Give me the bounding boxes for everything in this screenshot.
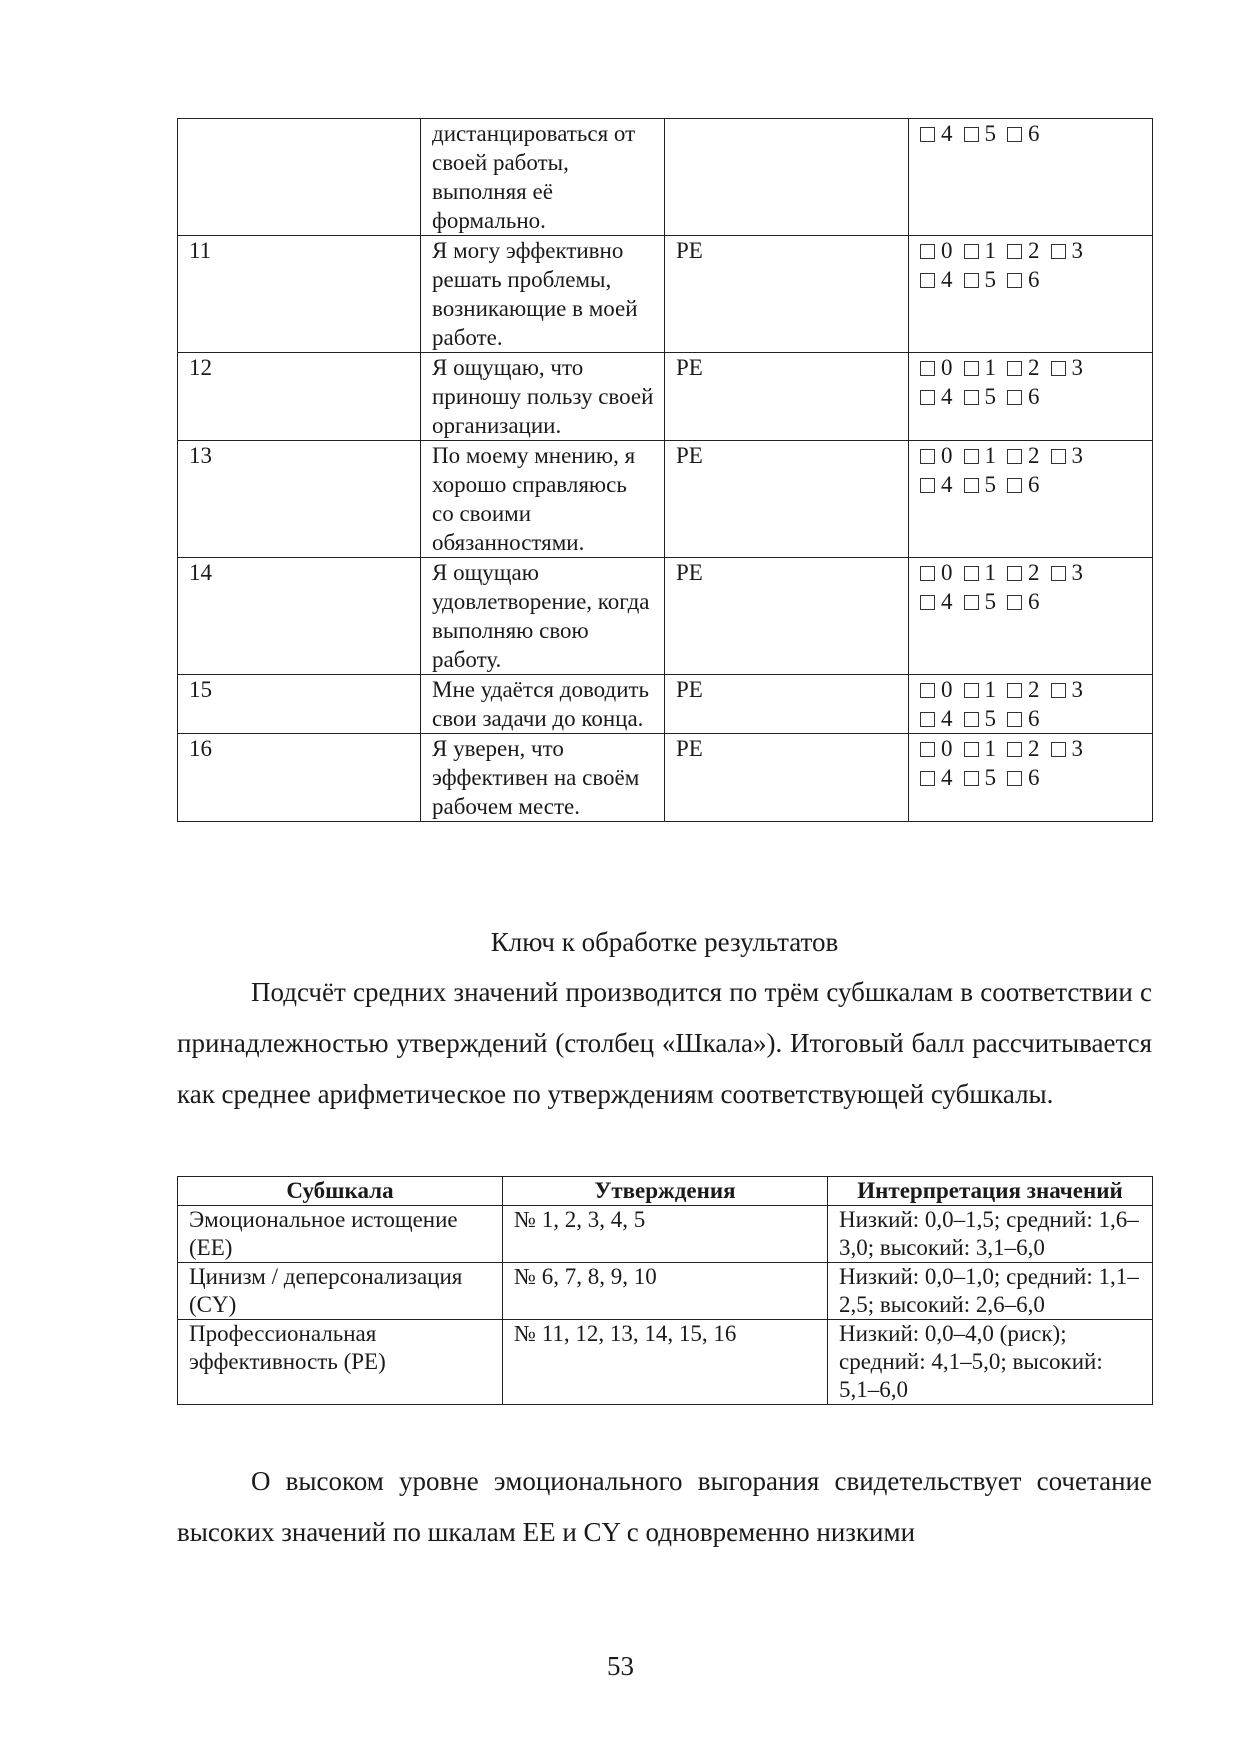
item-number-cell: 16 [178, 734, 421, 822]
header-subscale: Субшкала [178, 1177, 503, 1206]
item-number-cell: 12 [178, 353, 421, 441]
answer-options-cell [909, 441, 1153, 558]
checkbox[interactable] [920, 712, 935, 727]
scale-cell: PE [665, 236, 909, 353]
answer-option[interactable] [1007, 704, 1040, 733]
checkbox[interactable] [964, 244, 979, 259]
item-number-cell: 14 [178, 558, 421, 675]
option-label: 3 [1071, 355, 1083, 380]
table-row [178, 1263, 1153, 1320]
scale-cell: PE [665, 734, 909, 822]
answer-option[interactable] [920, 441, 953, 470]
statements-cell: № 11, 12, 13, 14, 15, 16 [503, 1320, 828, 1405]
answer-options-cell [909, 119, 1153, 236]
option-label: 0 [941, 355, 953, 380]
table-row [178, 1320, 1153, 1405]
answer-option[interactable] [920, 675, 953, 704]
answer-options-cell [909, 675, 1153, 734]
option-label: 5 [984, 121, 996, 146]
table-row [178, 1206, 1153, 1263]
checkbox[interactable] [1051, 742, 1066, 757]
answer-option[interactable] [964, 558, 997, 587]
option-label: 3 [1071, 560, 1083, 585]
checkbox[interactable] [1007, 478, 1022, 493]
option-label: 6 [1028, 765, 1040, 790]
answer-option[interactable] [1007, 763, 1040, 792]
checkbox[interactable] [1007, 566, 1022, 581]
answer-option[interactable] [964, 675, 997, 704]
answer-option[interactable] [1051, 353, 1084, 382]
answer-option[interactable] [920, 265, 953, 294]
checkbox[interactable] [1007, 683, 1022, 698]
page-number: 53 [607, 1651, 634, 1681]
answer-option[interactable] [964, 119, 997, 148]
statements-cell: № 6, 7, 8, 9, 10 [503, 1263, 828, 1320]
table-row [178, 558, 1153, 675]
answer-option[interactable] [964, 763, 997, 792]
checkbox[interactable] [964, 478, 979, 493]
checkbox[interactable] [920, 478, 935, 493]
option-label: 6 [1028, 472, 1040, 497]
option-label: 0 [941, 560, 953, 585]
answer-option[interactable] [1007, 470, 1040, 499]
answer-option[interactable] [1007, 441, 1040, 470]
option-label: 2 [1028, 238, 1040, 263]
checkbox[interactable] [1051, 361, 1066, 376]
option-label: 6 [1028, 706, 1040, 731]
table-row [178, 734, 1153, 822]
checkbox[interactable] [1007, 712, 1022, 727]
answer-options-line [920, 265, 1142, 294]
option-label: 5 [984, 706, 996, 731]
answer-options-line [920, 558, 1142, 587]
item-number-cell: 15 [178, 675, 421, 734]
answer-option[interactable] [1007, 587, 1040, 616]
answer-options-line [920, 382, 1142, 411]
checkbox[interactable] [964, 390, 979, 405]
answer-options-line [920, 675, 1142, 704]
subscale-cell: Профессиональная эффективность (PE) [178, 1320, 503, 1405]
scale-cell: PE [665, 558, 909, 675]
checkbox[interactable] [1007, 127, 1022, 142]
option-label: 1 [984, 560, 996, 585]
scale-cell: PE [665, 675, 909, 734]
option-label: 4 [941, 472, 953, 497]
checkbox[interactable] [1007, 390, 1022, 405]
checkbox[interactable] [1007, 771, 1022, 786]
checkbox[interactable] [1007, 361, 1022, 376]
answer-options-line [920, 353, 1142, 382]
scale-cell [665, 119, 909, 236]
answer-option[interactable] [1007, 558, 1040, 587]
checkbox[interactable] [964, 566, 979, 581]
answer-option[interactable] [1051, 734, 1084, 763]
checkbox[interactable] [920, 244, 935, 259]
option-label: 5 [984, 472, 996, 497]
answer-options-cell [909, 734, 1153, 822]
checkbox[interactable] [1051, 566, 1066, 581]
answer-options-cell [909, 353, 1153, 441]
answer-option[interactable] [920, 704, 953, 733]
checkbox[interactable] [920, 595, 935, 610]
table-row [178, 236, 1153, 353]
answer-option[interactable] [920, 587, 953, 616]
item-number-cell: 11 [178, 236, 421, 353]
table-row [178, 119, 1153, 236]
answer-option[interactable] [1051, 675, 1084, 704]
subscale-cell: Цинизм / деперсонализация (CY) [178, 1263, 503, 1320]
option-label: 0 [941, 736, 953, 761]
answer-option[interactable] [1051, 558, 1084, 587]
checkbox[interactable] [964, 273, 979, 288]
checkbox[interactable] [964, 127, 979, 142]
option-label: 5 [984, 765, 996, 790]
answer-option[interactable] [964, 382, 997, 411]
checkbox[interactable] [1007, 595, 1022, 610]
answer-option[interactable] [920, 763, 953, 792]
header-statements: Утверждения [503, 1177, 828, 1206]
answer-option[interactable] [1007, 734, 1040, 763]
checkbox[interactable] [1051, 449, 1066, 464]
option-label: 4 [941, 267, 953, 292]
option-label: 3 [1071, 677, 1083, 702]
answer-options-line [920, 119, 1142, 148]
option-label: 1 [984, 736, 996, 761]
answer-option[interactable] [920, 470, 953, 499]
answer-option[interactable] [964, 265, 997, 294]
checkbox[interactable] [964, 712, 979, 727]
option-label: 3 [1071, 238, 1083, 263]
answer-option[interactable] [964, 734, 997, 763]
checkbox[interactable] [964, 449, 979, 464]
option-label: 1 [984, 238, 996, 263]
answer-option[interactable] [964, 441, 997, 470]
answer-options-line [920, 236, 1142, 265]
option-label: 0 [941, 238, 953, 263]
option-label: 1 [984, 443, 996, 468]
option-label: 2 [1028, 560, 1040, 585]
interpretation-header-row [178, 1177, 1153, 1206]
statement-cell: Я ощущаю, что приношу пользу своей организации. [421, 353, 665, 441]
answer-option[interactable] [1007, 236, 1040, 265]
checkbox[interactable] [920, 683, 935, 698]
statements-cell: № 1, 2, 3, 4, 5 [503, 1206, 828, 1263]
answer-options-line [920, 734, 1142, 763]
option-label: 1 [984, 355, 996, 380]
scale-cell: PE [665, 441, 909, 558]
table-row [178, 675, 1153, 734]
answer-option[interactable] [920, 119, 953, 148]
option-label: 4 [941, 589, 953, 614]
questionnaire-table [177, 118, 1153, 822]
interpretation-cell: Низкий: 0,0–4,0 (риск); средний: 4,1–5,0; высокий: 5,1–6,0 [828, 1320, 1153, 1405]
option-label: 4 [941, 121, 953, 146]
option-label: 6 [1028, 121, 1040, 146]
option-label: 0 [941, 443, 953, 468]
checkbox[interactable] [964, 595, 979, 610]
checkbox[interactable] [920, 361, 935, 376]
interpretation-table [177, 1176, 1153, 1405]
option-label: 4 [941, 706, 953, 731]
answer-options-line [920, 470, 1142, 499]
answer-options-line [920, 704, 1142, 733]
table-row [178, 441, 1153, 558]
option-label: 4 [941, 765, 953, 790]
answer-option[interactable] [920, 382, 953, 411]
checkbox[interactable] [920, 742, 935, 757]
checkbox[interactable] [920, 273, 935, 288]
option-label: 0 [941, 677, 953, 702]
answer-option[interactable] [1051, 441, 1084, 470]
answer-option[interactable] [1007, 353, 1040, 382]
checkbox[interactable] [1007, 273, 1022, 288]
option-label: 5 [984, 384, 996, 409]
checkbox[interactable] [1051, 683, 1066, 698]
interpretation-cell: Низкий: 0,0–1,5; средний: 1,6–3,0; высокий: 3,1–6,0 [828, 1206, 1153, 1263]
checkbox[interactable] [964, 742, 979, 757]
answer-option[interactable] [1051, 236, 1084, 265]
checkbox[interactable] [920, 127, 935, 142]
item-number-cell: 13 [178, 441, 421, 558]
checkbox[interactable] [920, 449, 935, 464]
answer-options-cell [909, 236, 1153, 353]
checkbox[interactable] [1007, 742, 1022, 757]
checkbox[interactable] [920, 390, 935, 405]
answer-option[interactable] [920, 734, 953, 763]
statement-cell: По моему мнению, я хорошо справляюсь со своими обязанностями. [421, 441, 665, 558]
statement-cell: Мне удаётся доводить свои задачи до конца. [421, 675, 665, 734]
statement-cell: дистанцироваться от своей работы, выполняя её формально. [421, 119, 665, 236]
checkbox[interactable] [920, 771, 935, 786]
key-heading: Ключ к обработке результатов [490, 927, 839, 957]
option-label: 6 [1028, 384, 1040, 409]
checkbox[interactable] [1051, 244, 1066, 259]
option-label: 2 [1028, 736, 1040, 761]
answer-option[interactable] [964, 470, 997, 499]
scale-cell: PE [665, 353, 909, 441]
answer-options-line [920, 587, 1142, 616]
answer-option[interactable] [964, 353, 997, 382]
answer-option[interactable] [964, 704, 997, 733]
option-label: 5 [984, 589, 996, 614]
option-label: 6 [1028, 589, 1040, 614]
option-label: 2 [1028, 355, 1040, 380]
table-row [178, 353, 1153, 441]
conclusion-paragraph: О высоком уровне эмоционального выгорания свидетельствует сочетание высоких значений по шкалам EE и CY с одновременно низкими [177, 1466, 1152, 1547]
option-label: 5 [984, 267, 996, 292]
checkbox[interactable] [920, 566, 935, 581]
interpretation-cell: Низкий: 0,0–1,0; средний: 1,1–2,5; высокий: 2,6–6,0 [828, 1263, 1153, 1320]
checkbox[interactable] [1007, 449, 1022, 464]
answer-options-line [920, 441, 1142, 470]
answer-option[interactable] [920, 558, 953, 587]
answer-option[interactable] [1007, 675, 1040, 704]
answer-options-line [920, 763, 1142, 792]
checkbox[interactable] [964, 683, 979, 698]
key-paragraph: Подсчёт средних значений производится по трём субшкалам в соответствии с принадлежностью утверждений (столбец «Шкала»). Итоговый балл рассчитывается как среднее арифметическое по утверждениям соответствующей субшкалы. [177, 977, 1152, 1109]
answer-option[interactable] [964, 236, 997, 265]
option-label: 6 [1028, 267, 1040, 292]
answer-option[interactable] [920, 353, 953, 382]
option-label: 2 [1028, 443, 1040, 468]
checkbox[interactable] [964, 771, 979, 786]
answer-option[interactable] [1007, 382, 1040, 411]
option-label: 1 [984, 677, 996, 702]
answer-option[interactable] [964, 587, 997, 616]
checkbox[interactable] [1007, 244, 1022, 259]
option-label: 3 [1071, 736, 1083, 761]
option-label: 3 [1071, 443, 1083, 468]
item-number-cell [178, 119, 421, 236]
answer-option[interactable] [1007, 119, 1040, 148]
option-label: 2 [1028, 677, 1040, 702]
statement-cell: Я уверен, что эффективен на своём рабочем месте. [421, 734, 665, 822]
header-interpretation: Интерпретация значений [828, 1177, 1153, 1206]
answer-option[interactable] [920, 236, 953, 265]
statement-cell: Я ощущаю удовлетворение, когда выполняю свою работу. [421, 558, 665, 675]
checkbox[interactable] [964, 361, 979, 376]
subscale-cell: Эмоциональное истощение (EE) [178, 1206, 503, 1263]
answer-options-cell [909, 558, 1153, 675]
statement-cell: Я могу эффективно решать проблемы, возникающие в моей работе. [421, 236, 665, 353]
option-label: 4 [941, 384, 953, 409]
answer-option[interactable] [1007, 265, 1040, 294]
